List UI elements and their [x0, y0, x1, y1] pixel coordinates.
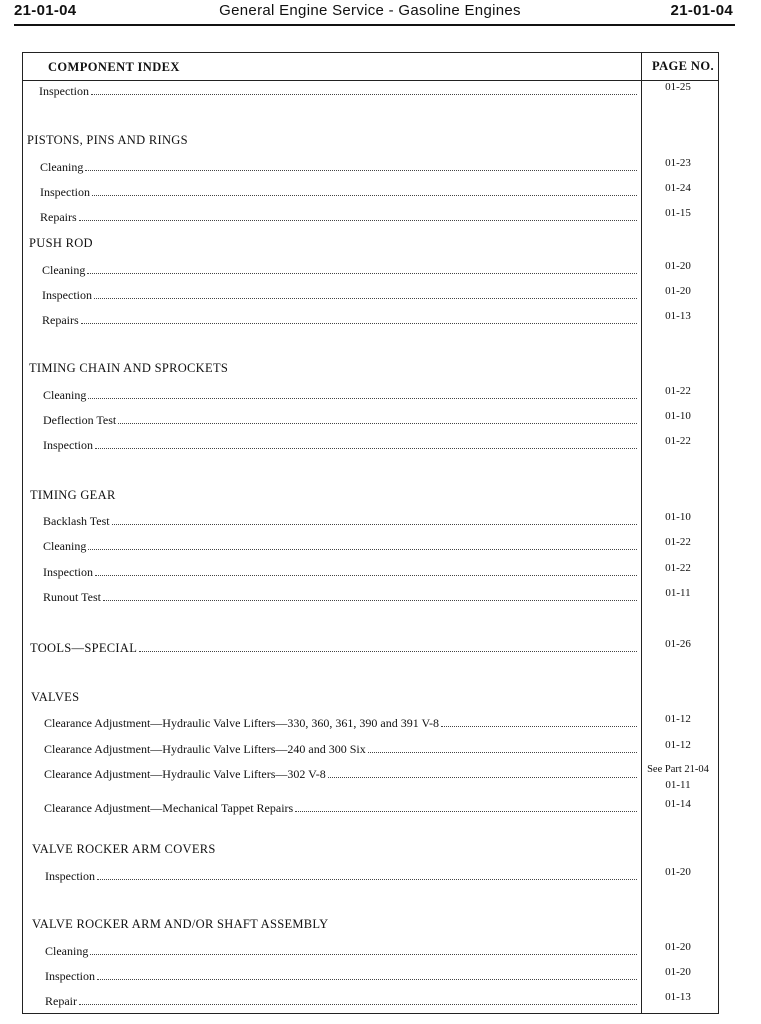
header-rule [14, 24, 735, 26]
page-number: See Part 21-04 [647, 764, 709, 775]
page-number: 01-10 [665, 511, 691, 523]
page-number: 01-14 [665, 798, 691, 810]
index-entry: Repairs 01-15 [0, 209, 761, 225]
page-number: 01-25 [665, 81, 691, 93]
page-number: 01-22 [665, 562, 691, 574]
page-number: 01-23 [665, 157, 691, 169]
page-number: 01-20 [665, 941, 691, 953]
index-entry: Inspection 01-22 [0, 564, 761, 580]
index-entry: Clearance Adjustment—Mechanical Tappet Repairs 01-14 [0, 800, 761, 816]
section-number-right: 21-01-04 [670, 2, 733, 19]
index-entry: Repairs 01-13 [0, 312, 761, 328]
index-entry: Inspection 01-20 [0, 287, 761, 303]
index-entry: Cleaning 01-20 [0, 943, 761, 959]
page-number: 01-20 [665, 866, 691, 878]
page-number: 01-24 [665, 182, 691, 194]
page-number: 01-12 [665, 713, 691, 725]
page-number: 01-12 [665, 739, 691, 751]
index-entry: Inspection 01-24 [0, 184, 761, 200]
column-header-component: COMPONENT INDEX [48, 60, 180, 74]
index-entry: TOOLS—SPECIAL 01-26 [0, 640, 761, 656]
page-number: 01-13 [665, 310, 691, 322]
index-entry: Backlash Test 01-10 [0, 513, 761, 529]
index-entry: Cleaning 01-23 [0, 159, 761, 175]
page-number: 01-20 [665, 260, 691, 272]
header-row-divider [22, 80, 719, 81]
section-heading: VALVES [31, 690, 80, 704]
index-entry: Clearance Adjustment—Hydraulic Valve Lifters—302 V-8 See Part 21-04 01-11 [0, 766, 761, 782]
page-number: 01-22 [665, 536, 691, 548]
page-number: 01-10 [665, 410, 691, 422]
page-number-secondary: 01-11 [665, 779, 691, 791]
section-heading: VALVE ROCKER ARM AND/OR SHAFT ASSEMBLY [32, 917, 329, 931]
index-entry: Inspection 01-20 [0, 968, 761, 984]
index-entry: Clearance Adjustment—Hydraulic Valve Lifters—240 and 300 Six 01-12 [0, 741, 761, 757]
page-number: 01-13 [665, 991, 691, 1003]
section-heading: TIMING CHAIN AND SPROCKETS [29, 361, 229, 375]
page-header [0, 0, 761, 26]
column-header-page: PAGE NO. [652, 59, 714, 73]
section-heading: VALVE ROCKER ARM COVERS [32, 842, 216, 856]
page-number: 01-11 [665, 587, 691, 599]
section-number-left: 21-01-04 [14, 2, 77, 19]
page-number: 01-22 [665, 385, 691, 397]
page-number: 01-20 [665, 966, 691, 978]
index-entry: Cleaning 01-20 [0, 262, 761, 278]
section-heading: PUSH ROD [29, 236, 93, 250]
index-entry: Cleaning 01-22 [0, 538, 761, 554]
index-entry: Clearance Adjustment—Hydraulic Valve Lifters—330, 360, 361, 390 and 391 V-8 01-12 [0, 715, 761, 731]
index-entry: Cleaning 01-22 [0, 387, 761, 403]
index-entry: Repair 01-13 [0, 993, 761, 1009]
index-entry: Deflection Test 01-10 [0, 412, 761, 428]
index-entry: Runout Test 01-11 [0, 589, 761, 605]
page-title: General Engine Service - Gasoline Engines [219, 2, 521, 19]
page-number: 01-26 [665, 638, 691, 650]
index-entry: Inspection 01-20 [0, 868, 761, 884]
index-entry: Inspection 01-25 [0, 83, 761, 99]
page-number: 01-15 [665, 207, 691, 219]
section-heading: TIMING GEAR [30, 488, 116, 502]
page-number: 01-20 [665, 285, 691, 297]
index-entry: Inspection 01-22 [0, 437, 761, 453]
page-number: 01-22 [665, 435, 691, 447]
section-heading: PISTONS, PINS AND RINGS [27, 133, 188, 147]
